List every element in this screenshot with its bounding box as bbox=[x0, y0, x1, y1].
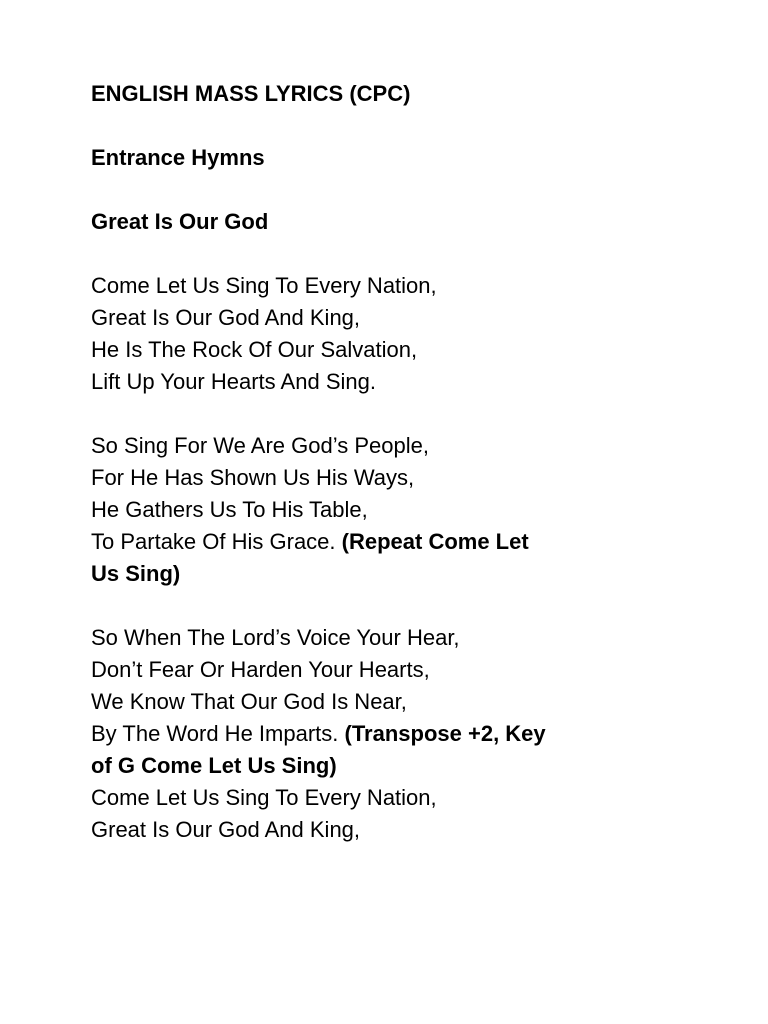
performance-note: (Repeat Come Let bbox=[341, 529, 529, 554]
lyric-line: For He Has Shown Us His Ways, bbox=[91, 465, 415, 490]
section-heading: Entrance Hymns bbox=[91, 145, 265, 170]
stanza-1 bbox=[91, 270, 691, 398]
lyric-line: So When The Lord’s Voice Your Hear, bbox=[91, 625, 460, 650]
lyric-line: Great Is Our God And King, bbox=[91, 305, 361, 330]
lyric-line: Great Is Our God And King, bbox=[91, 817, 361, 842]
document-page bbox=[91, 78, 691, 846]
lyric-text: To Partake Of His Grace. bbox=[91, 529, 342, 554]
hymn-title: Great Is Our God bbox=[91, 209, 269, 234]
lyric-line: We Know That Our God Is Near, bbox=[91, 689, 407, 714]
lyric-line: Don’t Fear Or Harden Your Hearts, bbox=[91, 657, 430, 682]
lyric-line: So Sing For We Are God’s People, bbox=[91, 433, 429, 458]
lyric-line: Come Let Us Sing To Every Nation, bbox=[91, 785, 437, 810]
lyric-line-with-note bbox=[91, 718, 691, 750]
lyric-line: He Gathers Us To His Table, bbox=[91, 497, 368, 522]
lyric-text: By The Word He Imparts. bbox=[91, 721, 345, 746]
performance-note: (Transpose +2, Key bbox=[344, 721, 546, 746]
lyric-line: He Is The Rock Of Our Salvation, bbox=[91, 337, 418, 362]
stanza-4 bbox=[91, 782, 691, 846]
stanza-2 bbox=[91, 430, 691, 590]
lyric-line: Come Let Us Sing To Every Nation, bbox=[91, 273, 437, 298]
performance-note: of G Come Let Us Sing) bbox=[91, 753, 337, 778]
document-title: ENGLISH MASS LYRICS (CPC) bbox=[91, 81, 411, 106]
lyric-line: Lift Up Your Hearts And Sing. bbox=[91, 369, 376, 394]
stanza-3 bbox=[91, 622, 691, 782]
lyric-line-with-note bbox=[91, 526, 691, 558]
performance-note: Us Sing) bbox=[91, 561, 181, 586]
